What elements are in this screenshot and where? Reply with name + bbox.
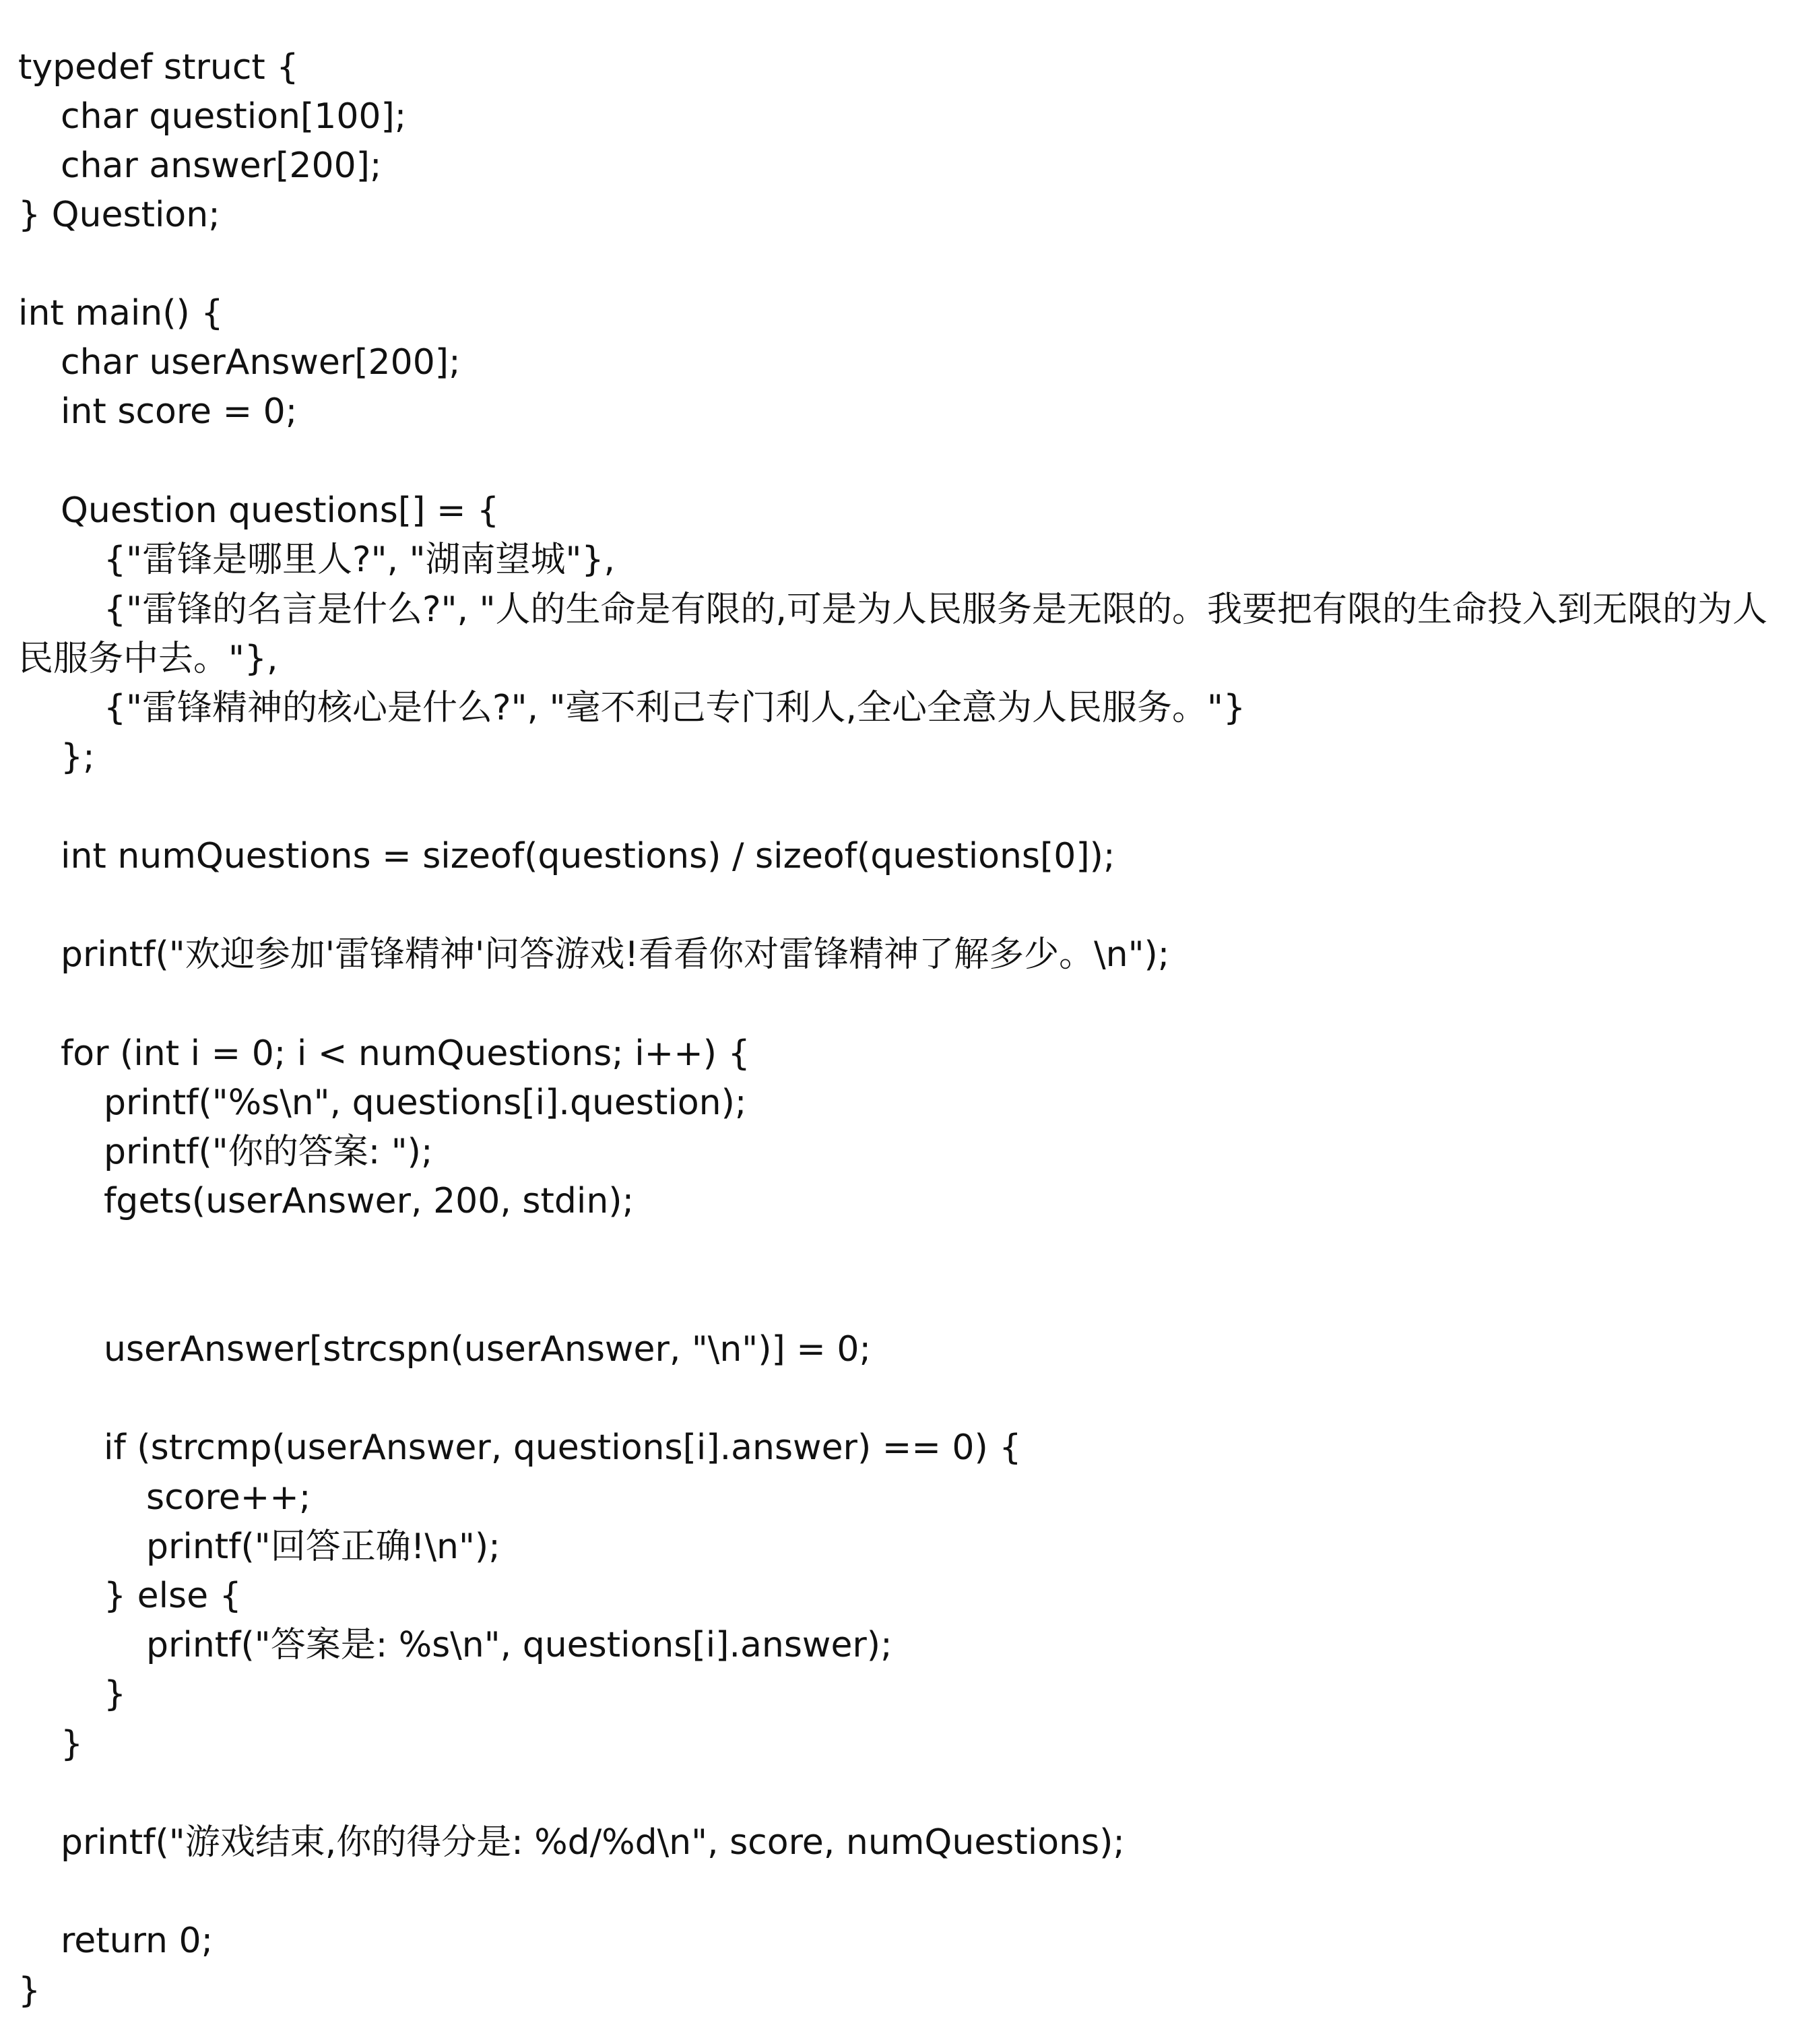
code-line-question-field: char question[100]; <box>61 96 407 137</box>
code-line-user-answer: char userAnswer[200]; <box>61 342 461 383</box>
code-line-if-strcmp: if (strcmp(userAnswer, questions[i].answer) == 0) { <box>104 1427 1022 1468</box>
code-line-array-close: }; <box>61 737 95 777</box>
code-line-main: int main() { <box>18 293 224 333</box>
code-line-welcome-printf: printf("欢迎参加'雷锋精神'问答游戏!看看你对雷锋精神了解多少。\n"); <box>61 934 1170 975</box>
code-line-num-questions: int numQuestions = sizeof(questions) / sizeof(questions[0]); <box>61 836 1115 876</box>
code-line-game-over-printf: printf("游戏结束,你的得分是: %d/%d\n", score, numQuestions); <box>61 1822 1125 1863</box>
code-line-questions-array: Question questions[] = { <box>61 490 500 531</box>
code-line-for-loop: for (int i = 0; i < numQuestions; i++) { <box>61 1033 750 1074</box>
code-line-fgets: fgets(userAnswer, 200, stdin); <box>104 1181 635 1221</box>
code-line-print-prompt: printf("你的答案: "); <box>104 1132 433 1172</box>
code-line-main-close: } <box>18 1970 41 2011</box>
code-line-print-correct: printf("回答正确!\n"); <box>146 1527 500 1567</box>
code-line-else: } else { <box>104 1576 242 1616</box>
code-line-if-close: } <box>104 1674 127 1714</box>
code-line-question-2-wrap: 民服务中去。"}, <box>18 639 278 679</box>
code-line-score-increment: score++; <box>146 1477 311 1518</box>
code-line-print-question: printf("%s\n", questions[i].question); <box>104 1083 747 1123</box>
code-line-score: int score = 0; <box>61 391 298 432</box>
code-line-print-answer: printf("答案是: %s\n", questions[i].answer); <box>146 1625 892 1665</box>
code-line-for-close: } <box>61 1724 84 1764</box>
code-line-answer-field: char answer[200]; <box>61 146 382 186</box>
code-line-struct-close: } Question; <box>18 195 220 235</box>
code-line-typedef: typedef struct { <box>18 47 299 88</box>
code-line-strip-newline: userAnswer[strcspn(userAnswer, "\n")] = 0; <box>104 1329 871 1370</box>
code-line-question-1: {"雷锋是哪里人?", "湖南望城"}, <box>104 540 616 580</box>
code-line-question-2: {"雷锋的名言是什么?", "人的生命是有限的,可是为人民服务是无限的。我要把有限的生命投入到无限的为人 <box>104 589 1768 630</box>
code-line-question-3: {"雷锋精神的核心是什么?", "毫不利己专门利人,全心全意为人民服务。"} <box>104 688 1246 728</box>
code-line-return: return 0; <box>61 1921 214 1961</box>
